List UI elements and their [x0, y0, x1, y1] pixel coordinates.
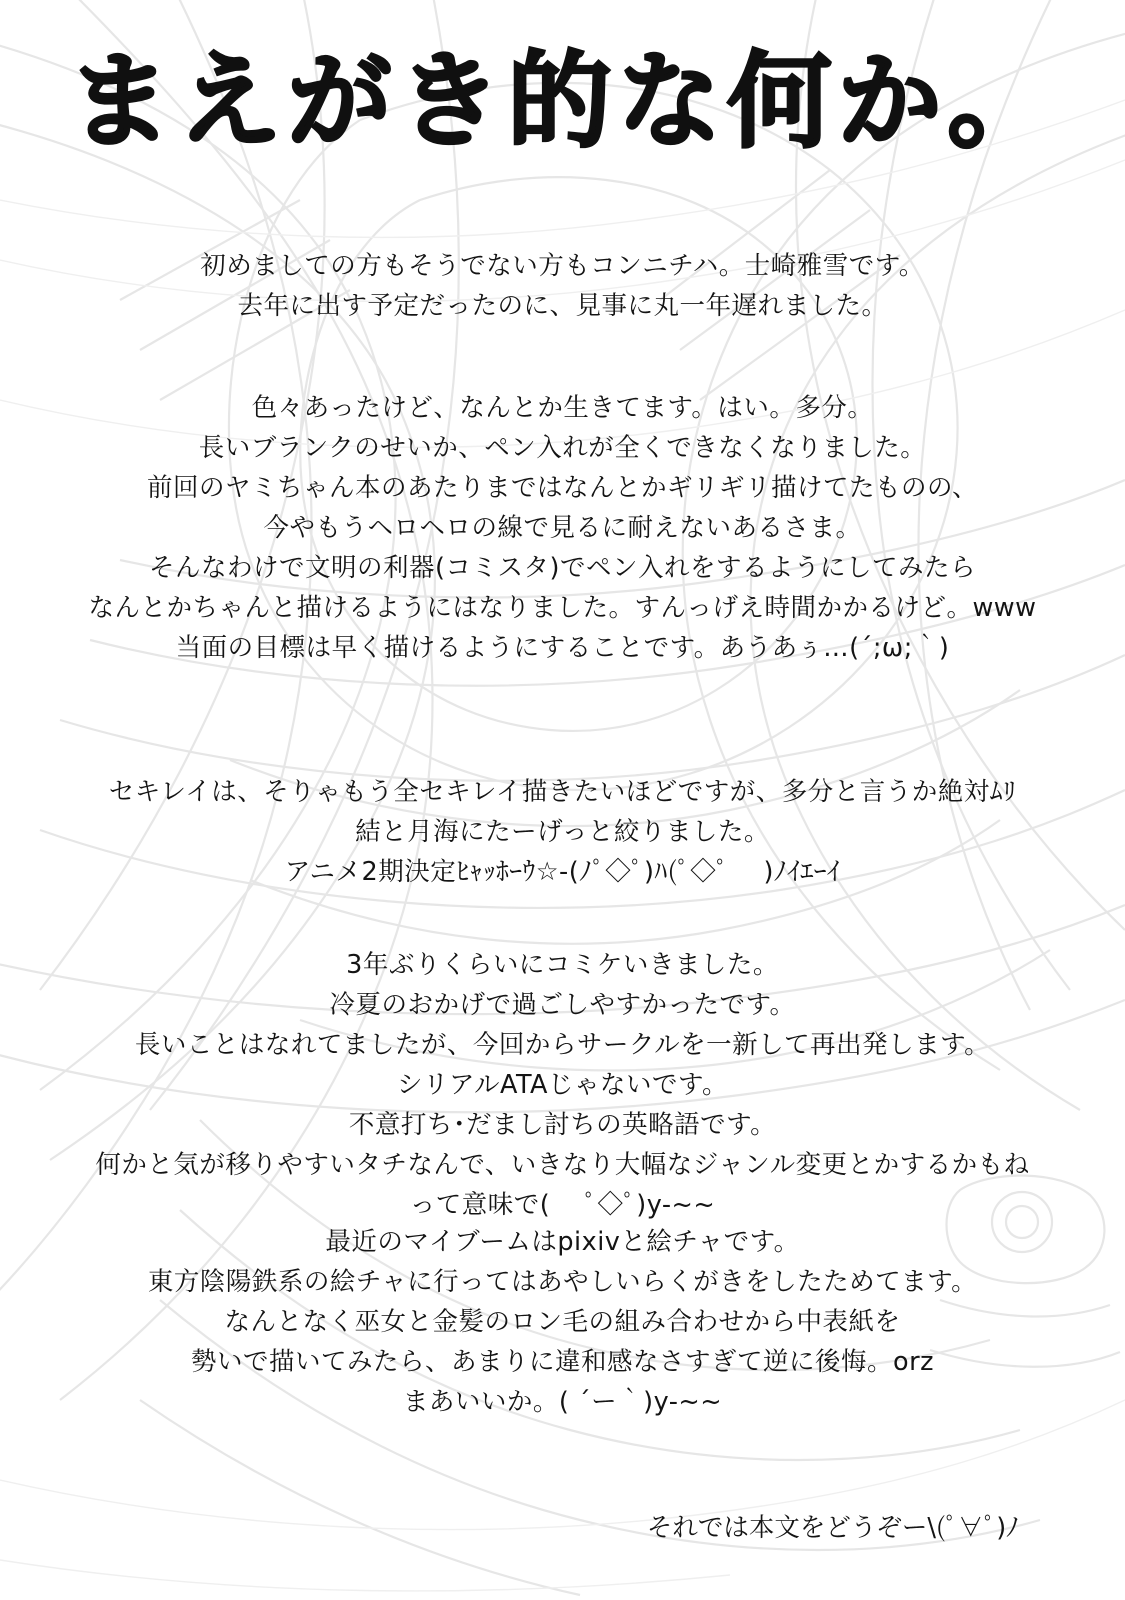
text-line: 今やもうヘロヘロの線で見るに耐えないあるさま。 [263, 513, 862, 543]
text-line: セキレイは、そりゃもう全セキレイ描きたいほどですが、多分と言うか絶対ﾑﾘ [108, 777, 1017, 807]
text-line: 前回のヤミちゃん本のあたりまではなんとかギリギリ描けてたものの、 [147, 473, 978, 503]
paragraph-sekirei [0, 772, 1125, 892]
text-line: 去年に出す予定だったのに、見事に丸一年遅れました。 [237, 291, 888, 321]
text-line: 長いブランクのせいか、ペン入れが全くできなくなりました。 [198, 433, 927, 463]
text-line: 東方陰陽鉄系の絵チャに行ってはあやしいらくがきをしたためてます。 [147, 1267, 978, 1297]
closing-line: それでは本文をどうぞー\(ﾟ∀ﾟ)ﾉ [646, 1513, 1019, 1543]
text-line: アニメ2期決定ﾋｬｯﾎｰｳ☆-(ﾉﾟ◇ﾟ)ﾊ(ﾟ◇ﾟ )ﾉｲｴｰｲ [284, 857, 841, 887]
text-line: 勢いで描いてみたら、あまりに違和感なさすぎて逆に後悔。orz [191, 1347, 934, 1377]
text-line: って意味で( ﾟ◇ﾟ)y-~~ [409, 1190, 716, 1220]
text-line: 何かと気が移りやすいタチなんで、いきなり大幅なジャンル変更とかするかもね [95, 1150, 1030, 1180]
text-line: 結と月海にたーげっと絞りました。 [355, 817, 770, 847]
text-line: シリアルATAじゃないです。 [397, 1070, 728, 1100]
text-line: 最近のマイブームはpixivと絵チャです。 [325, 1227, 800, 1257]
text-line: 冷夏のおかげで過ごしやすかったです。 [329, 990, 796, 1020]
text-line: なんとなく巫女と金髪のロン毛の組み合わせから中表紙を [224, 1307, 901, 1337]
text-line: 3年ぶりくらいにコミケいきました。 [346, 950, 779, 980]
text-line: 当面の目標は早く描けるようにすることです。あうあぅ…(´;ω;｀) [175, 633, 950, 663]
text-line: なんとかちゃんと描けるようにはなりました。すんっげえ時間かかるけど。www [88, 593, 1037, 623]
text-line: 長いことはなれてましたが、今回からサークルを一新して再出発します。 [134, 1030, 991, 1060]
text-line: まあいいか。( ´ー｀)y-~~ [402, 1387, 723, 1417]
paragraph-comiket [0, 945, 1125, 1225]
page-title: まえがき的な何か。 [67, 40, 1058, 162]
paragraph-myboom [0, 1222, 1125, 1422]
text-line: 不意打ち･だまし討ちの英略語です。 [348, 1110, 777, 1140]
paragraph-greeting [0, 246, 1125, 326]
paragraph-status [0, 388, 1125, 668]
text-line: 色々あったけど、なんとか生きてます。はい。多分。 [251, 393, 874, 423]
text-line: そんなわけで文明の利器(コミスタ)でペン入れをするようにしてみたら [149, 553, 976, 583]
text-line: 初めましての方もそうでない方もコンニチハ。士崎雅雪です。 [200, 251, 925, 281]
